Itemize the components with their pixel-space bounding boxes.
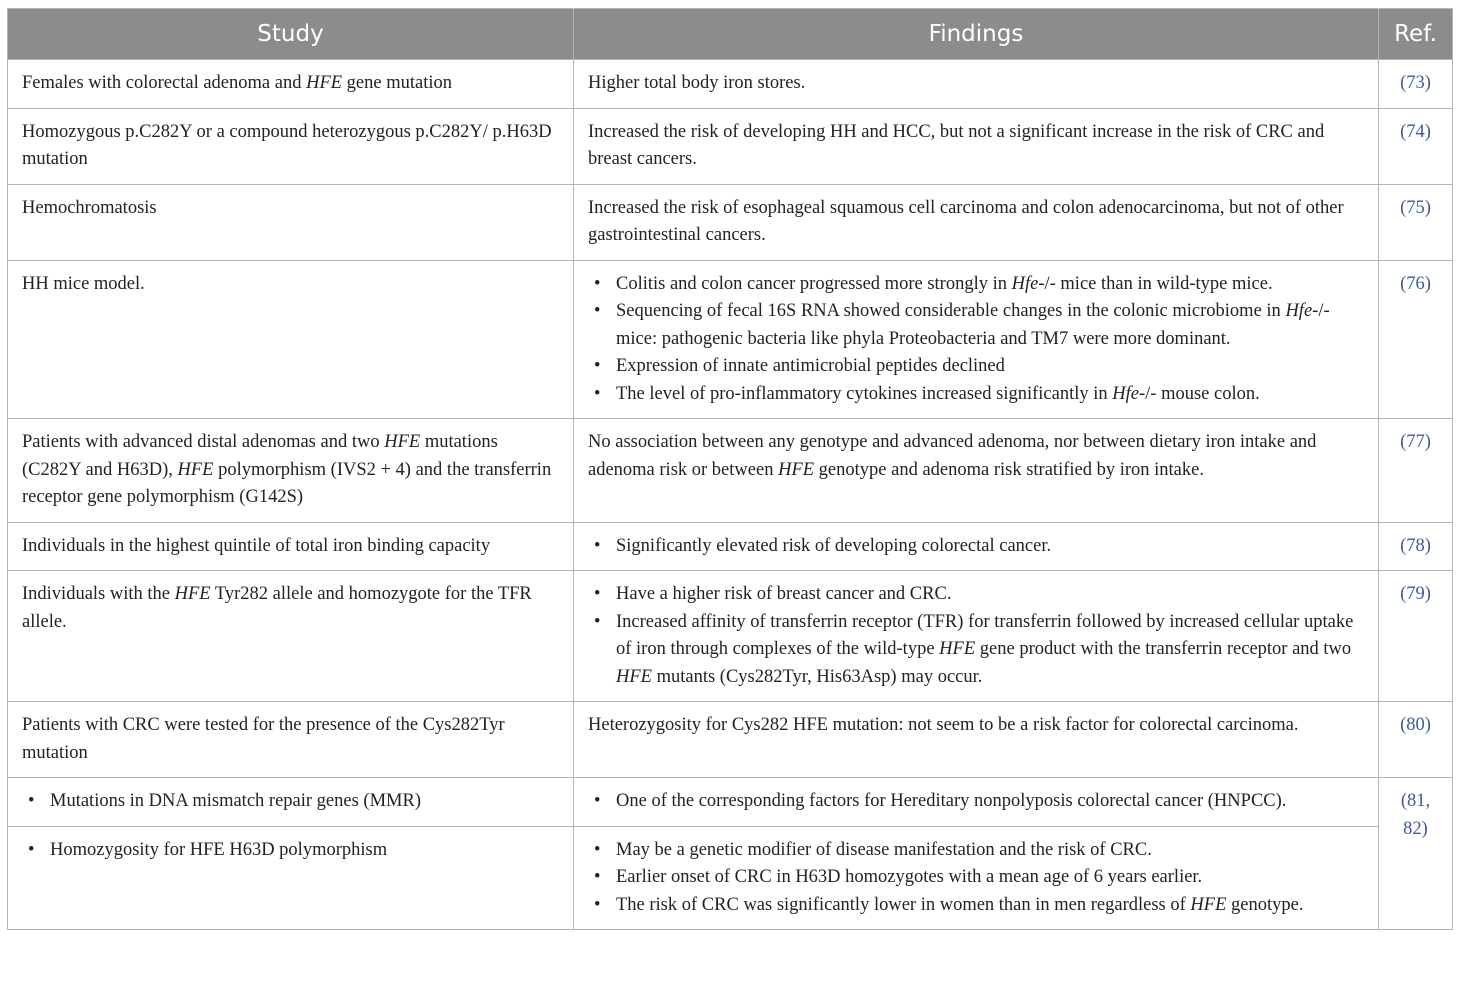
study-list xyxy=(22,788,559,816)
table-row xyxy=(8,826,1453,930)
bullet-item: • Expression of innate antimicrobial peptides declined xyxy=(588,353,1364,381)
bullet-item: • Significantly elevated risk of developing colorectal cancer. xyxy=(588,533,1364,561)
study-cell xyxy=(8,826,574,930)
findings-list xyxy=(588,837,1364,920)
ref-cell: (74) xyxy=(1379,108,1453,184)
findings-cell xyxy=(574,826,1379,930)
italic-gene-term: HFE xyxy=(177,459,214,480)
ref-cell: (75) xyxy=(1379,184,1453,260)
column-header-ref: Ref. xyxy=(1379,9,1453,60)
ref-cell: (80) xyxy=(1379,702,1453,778)
table-row xyxy=(8,702,1453,778)
findings-cell: Higher total body iron stores. xyxy=(574,60,1379,109)
reference-link[interactable]: 73 xyxy=(1406,73,1425,93)
study-cell: Hemochromatosis xyxy=(8,184,574,260)
ref-cell: (79) xyxy=(1379,571,1453,702)
study-cell: HH mice model. xyxy=(8,260,574,419)
findings-cell xyxy=(574,522,1379,571)
italic-gene-term: HFE xyxy=(778,459,815,480)
bullet-item: • Mutations in DNA mismatch repair genes (MMR) xyxy=(22,788,559,816)
table-row xyxy=(8,260,1453,419)
bullet-item: • Sequencing of fecal 16S RNA showed considerable changes in the colonic microbiome in Hfe-/- mice: pathogenic bacteria like phyla Proteobacteria and TM7 were more dominant. xyxy=(588,298,1364,353)
findings-list xyxy=(588,271,1364,409)
column-header-study: Study xyxy=(8,9,574,60)
bullet-item: • One of the corresponding factors for Hereditary nonpolyposis colorectal cancer (HNPCC). xyxy=(588,788,1364,816)
table-row xyxy=(8,778,1453,827)
ref-cell: (81, 82) xyxy=(1379,778,1453,930)
findings-list xyxy=(588,581,1364,691)
bullet-item: • Earlier onset of CRC in H63D homozygotes with a mean age of 6 years earlier. xyxy=(588,864,1364,892)
study-cell: Patients with advanced distal adenomas and two HFE mutations (C282Y and H63D), HFE polymorphism (IVS2 + 4) and the transferrin receptor gene polymorphism (G142S) xyxy=(8,419,574,523)
study-cell xyxy=(8,778,574,827)
italic-gene-term: HFE xyxy=(174,584,211,604)
bullet-item: • The level of pro-inflammatory cytokines increased significantly in Hfe-/- mouse colon. xyxy=(588,381,1364,409)
ref-cell: (76) xyxy=(1379,260,1453,419)
findings-cell: Increased the risk of developing HH and HCC, but not a significant increase in the risk of CRC and breast cancers. xyxy=(574,108,1379,184)
italic-gene-term: Hfe xyxy=(1112,383,1139,404)
reference-link[interactable]: 75 xyxy=(1406,197,1425,218)
reference-link[interactable]: 74 xyxy=(1406,121,1425,142)
reference-link[interactable]: 77 xyxy=(1406,432,1425,452)
italic-gene-term: HFE xyxy=(616,666,652,687)
bullet-item: • Colitis and colon cancer progressed more strongly in Hfe-/- mice than in wild-type mice. xyxy=(588,271,1364,299)
table-row xyxy=(8,60,1453,109)
findings-cell xyxy=(574,571,1379,702)
ref-cell: (77) xyxy=(1379,419,1453,523)
italic-gene-term: HFE xyxy=(1190,894,1227,915)
italic-gene-term: Hfe xyxy=(1285,301,1313,321)
table-row xyxy=(8,419,1453,523)
bullet-item: • May be a genetic modifier of disease manifestation and the risk of CRC. xyxy=(588,837,1364,865)
column-header-findings: Findings xyxy=(574,9,1379,60)
reference-link[interactable]: 80 xyxy=(1406,715,1425,735)
findings-cell xyxy=(574,778,1379,827)
findings-cell: No association between any genotype and advanced adenoma, nor between dietary iron intake and adenoma risk or between HFE genotype and adenoma risk stratified by iron intake. xyxy=(574,419,1379,523)
findings-cell xyxy=(574,260,1379,419)
bullet-item: • The risk of CRC was significantly lower in women than in men regardless of HFE genotype. xyxy=(588,892,1364,920)
study-cell: Homozygous p.C282Y or a compound heterozygous p.C282Y/ p.H63D mutation xyxy=(8,108,574,184)
bullet-item: • Homozygosity for HFE H63D polymorphism xyxy=(22,837,559,865)
table-row xyxy=(8,108,1453,184)
study-cell: Individuals with the HFE Tyr282 allele and homozygote for the TFR allele. xyxy=(8,571,574,702)
bullet-item: • Have a higher risk of breast cancer and CRC. xyxy=(588,581,1364,609)
table-row xyxy=(8,522,1453,571)
reference-link[interactable]: 82 xyxy=(1403,818,1422,839)
findings-table xyxy=(7,8,1453,930)
ref-cell: (78) xyxy=(1379,522,1453,571)
table-row xyxy=(8,571,1453,702)
italic-gene-term: HFE xyxy=(939,639,976,659)
italic-gene-term: HFE xyxy=(384,432,421,452)
table-header-row xyxy=(8,9,1453,60)
ref-cell: (73) xyxy=(1379,60,1453,109)
findings-cell: Increased the risk of esophageal squamous cell carcinoma and colon adenocarcinoma, but not of other gastrointestinal cancers. xyxy=(574,184,1379,260)
table-body xyxy=(8,60,1453,930)
italic-gene-term: HFE xyxy=(306,73,343,93)
italic-gene-term: Hfe xyxy=(1011,273,1039,294)
bullet-item: • Increased affinity of transferrin receptor (TFR) for transferrin followed by increased cellular uptake of iron through complexes of the wild-type HFE gene product with the transferrin receptor and two HFE mutants (Cys282Tyr, His63Asp) may occur. xyxy=(588,609,1364,692)
study-list xyxy=(22,837,559,865)
reference-link[interactable]: 81 xyxy=(1407,791,1426,811)
table-row xyxy=(8,184,1453,260)
study-cell: Individuals in the highest quintile of total iron binding capacity xyxy=(8,522,574,571)
study-cell: Patients with CRC were tested for the presence of the Cys282Tyr mutation xyxy=(8,702,574,778)
reference-link[interactable]: 79 xyxy=(1406,584,1425,604)
reference-link[interactable]: 78 xyxy=(1406,535,1425,556)
findings-list xyxy=(588,788,1364,816)
findings-cell: Heterozygosity for Cys282 HFE mutation: not seem to be a risk factor for colorectal carcinoma. xyxy=(574,702,1379,778)
findings-list xyxy=(588,533,1364,561)
study-cell: Females with colorectal adenoma and HFE gene mutation xyxy=(8,60,574,109)
reference-link[interactable]: 76 xyxy=(1406,273,1425,294)
